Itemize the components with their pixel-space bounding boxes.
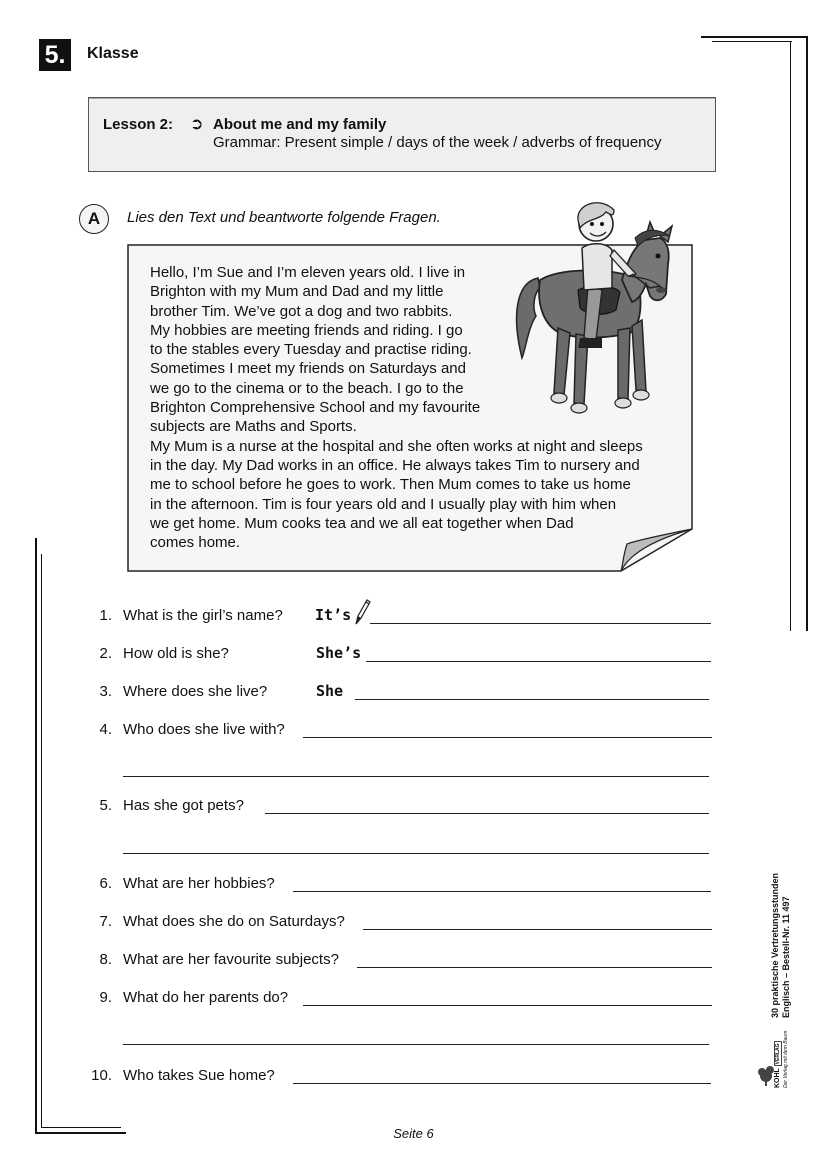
answer-line-extra[interactable] [123, 853, 709, 854]
lesson-label: Lesson 2: [103, 116, 174, 133]
question-number: 6. [99, 875, 112, 892]
side-credit [770, 858, 796, 1018]
question-text: Who takes Sue home? [123, 1067, 275, 1084]
page-number: Seite 6 [393, 1126, 434, 1141]
question-text: How old is she? [123, 645, 229, 662]
reading-line: My hobbies are meeting friends and riding. I go [150, 321, 463, 339]
side-credit-line2: Englisch – Bestell-Nr. 11 497 [781, 896, 791, 1018]
frame-right-line [806, 36, 808, 631]
question-number: 5. [99, 797, 112, 814]
question-text: What is the girl’s name? [123, 607, 283, 624]
girl-on-horse-illustration [510, 198, 690, 420]
reading-line: comes home. [150, 534, 241, 552]
answer-line[interactable] [357, 967, 712, 968]
reading-line: Sometimes I meet my friends on Saturdays and [150, 360, 466, 378]
question-number: 8. [99, 951, 112, 968]
answer-line-extra[interactable] [123, 1044, 709, 1045]
pencil-icon [352, 596, 372, 626]
frame-left-line-inner [41, 554, 42, 1127]
question-text: What does she do on Saturdays? [123, 913, 345, 930]
answer-line[interactable] [370, 623, 711, 624]
question-number: 4. [99, 721, 112, 738]
publisher-logo [756, 1030, 794, 1088]
reading-line: we get home. Mum cooks tea and we all eat together when Dad [150, 514, 574, 532]
answer-line-extra[interactable] [123, 776, 709, 777]
answer-prefix: She’s [316, 644, 362, 662]
reading-line: in the day. My Dad works in an office. He always takes Tim to nursery and [150, 456, 640, 474]
question-number: 10. [91, 1067, 112, 1084]
answer-line[interactable] [293, 1083, 711, 1084]
question-text: Where does she live? [123, 683, 268, 700]
lesson-grammar: Grammar: Present simple / days of the week / adverbs of frequency [213, 134, 662, 151]
question-number: 2. [99, 645, 112, 662]
reading-line: Brighton with my Mum and Dad and my little [150, 283, 444, 301]
task-instruction: Lies den Text und beantworte folgende Fragen. [127, 209, 441, 226]
reading-line: brother Tim. We’ve got a dog and two rabbits. [150, 302, 453, 320]
question-number: 1. [99, 607, 112, 624]
question-number: 3. [99, 683, 112, 700]
task-letter-badge: A [79, 204, 109, 234]
frame-left-line [35, 538, 37, 1134]
publisher-name: KOHL [774, 1068, 781, 1088]
answer-line[interactable] [303, 1005, 712, 1006]
side-credit-line1: 30 praktische Vertretungsstunden [770, 872, 780, 1018]
question-number: 9. [99, 989, 112, 1006]
arrow-icon: ➲ [190, 116, 204, 133]
frame-right-line-inner [790, 41, 791, 631]
grade-badge: 5. [39, 39, 71, 71]
question-text: What do her parents do? [123, 989, 289, 1006]
question-number: 7. [99, 913, 112, 930]
reading-line: Brighton Comprehensive School and my favourite [150, 399, 481, 417]
question-text: Who does she live with? [123, 721, 285, 738]
question-text: What are her favourite subjects? [123, 951, 339, 968]
publisher-slogan: Der Verlag mit dem Baum [783, 1030, 789, 1088]
reading-line: me to school before he goes to work. Then Mum comes to take us home [150, 476, 631, 494]
question-text: What are her hobbies? [123, 875, 275, 892]
reading-line: to the stables every Tuesday and practise riding. [150, 341, 472, 359]
answer-line[interactable] [366, 661, 711, 662]
lesson-title: About me and my family [213, 116, 387, 133]
reading-line: Hello, I’m Sue and I’m eleven years old. I live in [150, 264, 466, 281]
answer-line[interactable] [265, 813, 709, 814]
reading-line: subjects are Maths and Sports. [150, 418, 357, 436]
answer-line[interactable] [303, 737, 712, 738]
side-credit-text [770, 858, 792, 1018]
reading-line: we go to the cinema or to the beach. I go to the [150, 379, 464, 397]
answer-line[interactable] [293, 891, 711, 892]
answer-prefix: It’s [315, 606, 352, 624]
question-text: Has she got pets? [123, 797, 244, 814]
frame-top-line-inner [712, 41, 792, 42]
answer-line[interactable] [363, 929, 712, 930]
answer-line[interactable] [355, 699, 709, 700]
reading-line: in the afternoon. Tim is four years old and I usually play with him when [150, 495, 617, 513]
reading-line: My Mum is a nurse at the hospital and she often works at night and sleeps [150, 437, 643, 455]
answer-prefix: She [316, 682, 344, 700]
grade-label: Klasse [87, 45, 139, 62]
frame-top-line [701, 36, 808, 38]
publisher-tag: VERLAG [775, 1043, 781, 1065]
